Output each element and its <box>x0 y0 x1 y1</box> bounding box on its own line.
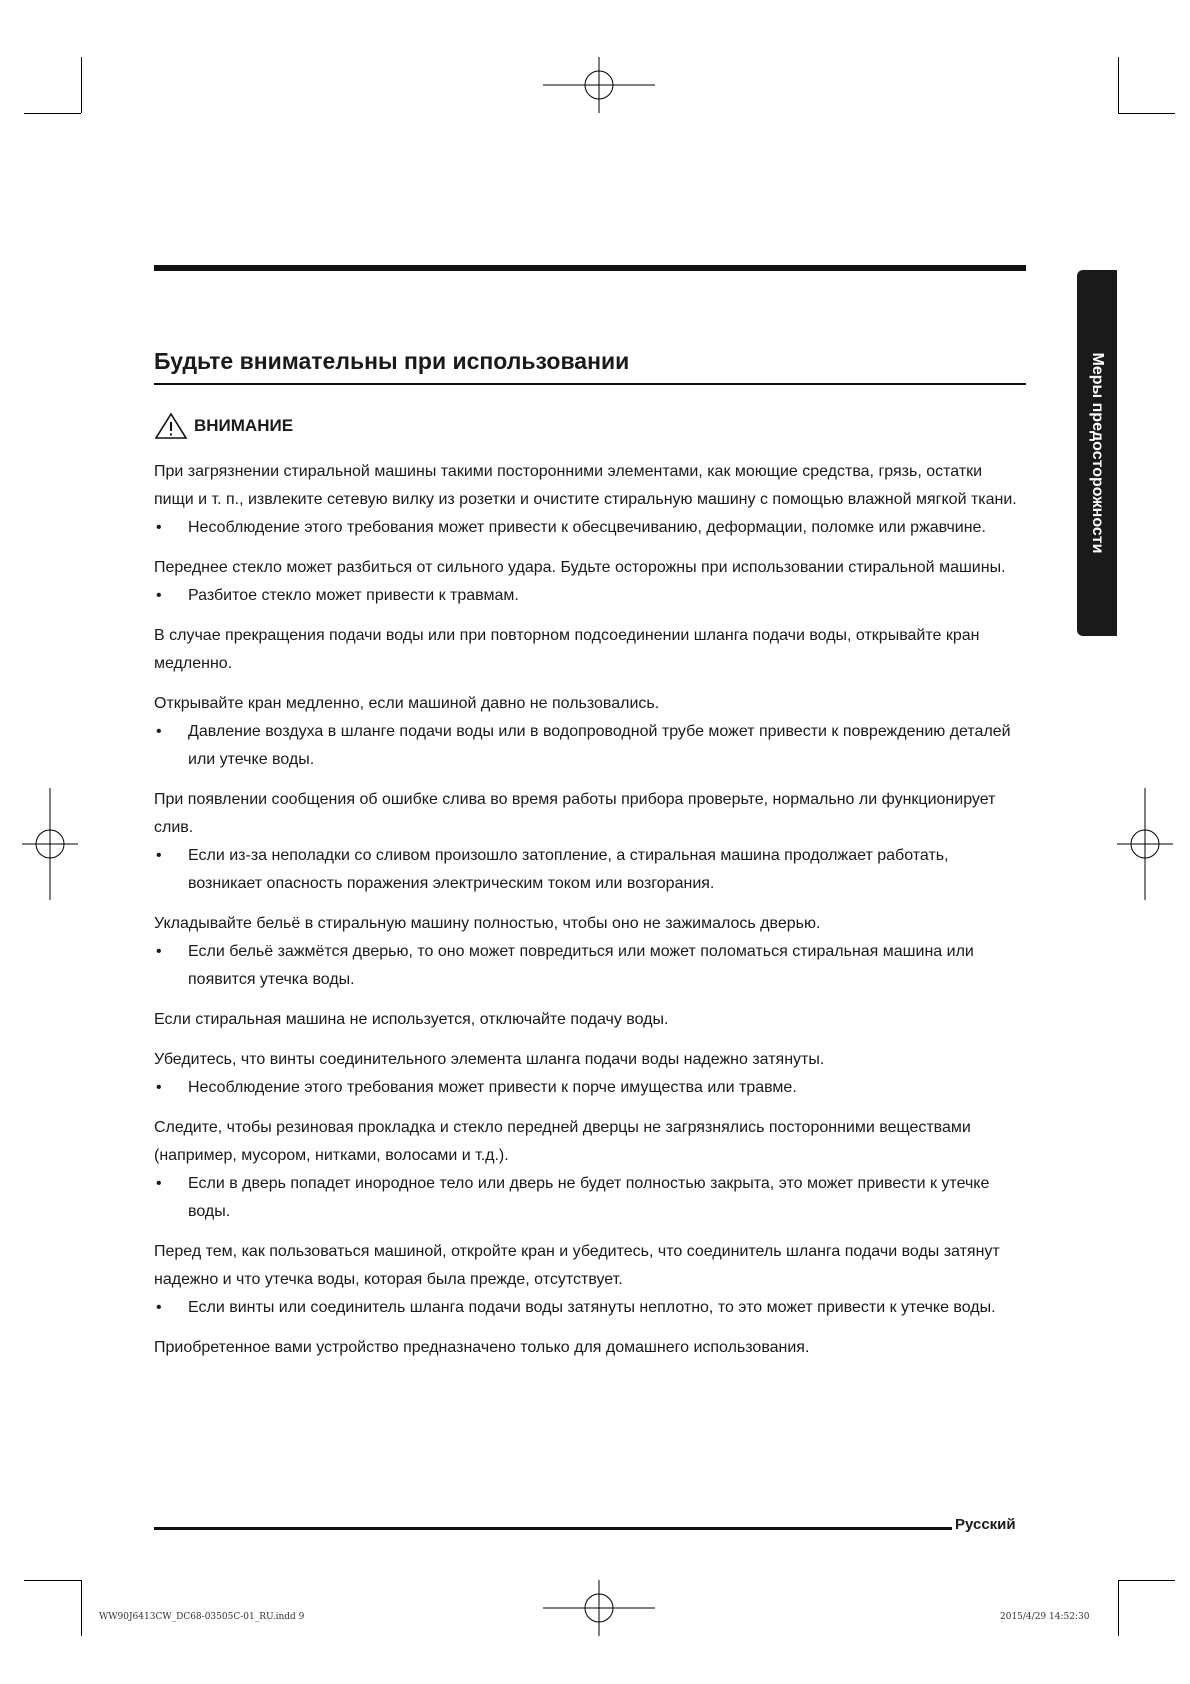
paragraph <box>154 1006 1026 1034</box>
paragraph <box>154 1046 1026 1102</box>
registration-mark <box>22 788 78 900</box>
footer-language: Русский <box>955 1516 1016 1533</box>
crop-mark <box>1118 113 1175 114</box>
bullet-item: • Если из-за неполадки со сливом произошло затопление, а стиральная машина продолжает работать, возникает опасность поражения электрическим током или возгорания. <box>154 842 1026 898</box>
caution-content <box>154 458 1026 1374</box>
paragraph <box>154 458 1026 542</box>
paragraph-text: Приобретенное вами устройство предназначено только для домашнего использования. <box>154 1339 810 1356</box>
paragraph-text: Убедитесь, что винты соединительного элемента шланга подачи воды надежно затянуты. <box>154 1051 825 1068</box>
crop-mark <box>24 1580 81 1581</box>
bullet-item: • Разбитое стекло может привести к травмам. <box>154 582 1026 610</box>
paragraph-text: Следите, чтобы резиновая прокладка и стекло передней дверцы не загрязнялись посторонними веществами (например, мусором, нитками, волосами и т.д.). <box>154 1119 971 1164</box>
print-timestamp: 2015/4/29 14:52:30 <box>1000 1612 1090 1622</box>
bullet-item: • Несоблюдение этого требования может привести к обесцвечиванию, деформации, поломке или ржавчине. <box>154 514 1026 542</box>
crop-mark <box>1118 1580 1119 1636</box>
bullet-item: • Если в дверь попадет инородное тело или дверь не будет полностью закрыта, это может привести к утечке воды. <box>154 1170 1026 1226</box>
paragraph-text: При появлении сообщения об ошибке слива во время работы прибора проверьте, нормально ли функционирует слив. <box>154 791 996 836</box>
paragraph <box>154 1114 1026 1226</box>
crop-mark <box>1118 1580 1175 1581</box>
footer-rule <box>154 1527 952 1530</box>
section-title: Будьте внимательны при использовании <box>154 348 1026 385</box>
registration-mark <box>543 1580 655 1636</box>
paragraph-text: При загрязнении стиральной машины такими посторонними элементами, как моющие средства, грязь, остатки пищи и т. п., извлеките сетевую вилку из розетки и очистите стиральную машину с помощью влажной мягкой ткани. <box>154 463 1017 508</box>
print-file-info: WW90J6413CW_DC68-03505C-01_RU.indd 9 <box>99 1612 305 1622</box>
paragraph <box>154 1238 1026 1322</box>
paragraph <box>154 622 1026 678</box>
caution-heading <box>154 412 293 440</box>
paragraph <box>154 554 1026 610</box>
paragraph-text: Перед тем, как пользоваться машиной, откройте кран и убедитесь, что соединитель шланга подачи воды затянут надежно и что утечка воды, которая была прежде, отсутствует. <box>154 1243 1000 1288</box>
crop-mark <box>24 113 81 114</box>
paragraph-text: Открывайте кран медленно, если машиной давно не пользовались. <box>154 695 660 712</box>
paragraph <box>154 910 1026 994</box>
paragraph-text: Переднее стекло может разбиться от сильного удара. Будьте осторожны при использовании стиральной машины. <box>154 559 1006 576</box>
bullet-item: • Если винты или соединитель шланга подачи воды затянуты неплотно, то это может привести к утечке воды. <box>154 1294 1026 1322</box>
paragraph-text: Если стиральная машина не используется, отключайте подачу воды. <box>154 1011 669 1028</box>
crop-mark <box>81 1580 82 1636</box>
warning-triangle-icon <box>154 412 188 440</box>
bullet-item: • Давление воздуха в шланге подачи воды или в водопроводной трубе может привести к повреждению деталей или утечке воды. <box>154 718 1026 774</box>
paragraph <box>154 786 1026 898</box>
registration-mark <box>543 57 655 113</box>
caution-label: ВНИМАНИЕ <box>194 416 294 435</box>
paragraph-text: В случае прекращения подачи воды или при повторном подсоединении шланга подачи воды, открывайте кран медленно. <box>154 627 980 672</box>
bullet-item: • Несоблюдение этого требования может привести к порче имущества или травме. <box>154 1074 1026 1102</box>
paragraph <box>154 1334 1026 1362</box>
registration-mark <box>1117 788 1173 900</box>
side-tab-label: Меры предосторожности <box>1089 352 1106 554</box>
crop-mark <box>81 57 82 113</box>
header-rule <box>154 265 1026 271</box>
bullet-item: • Если бельё зажмётся дверью, то оно может повредиться или может поломаться стиральная машина или появится утечка воды. <box>154 938 1026 994</box>
paragraph-text: Укладывайте бельё в стиральную машину полностью, чтобы оно не зажималось дверью. <box>154 915 821 932</box>
crop-mark <box>1118 57 1119 113</box>
side-tab <box>1077 270 1117 636</box>
paragraph <box>154 690 1026 774</box>
